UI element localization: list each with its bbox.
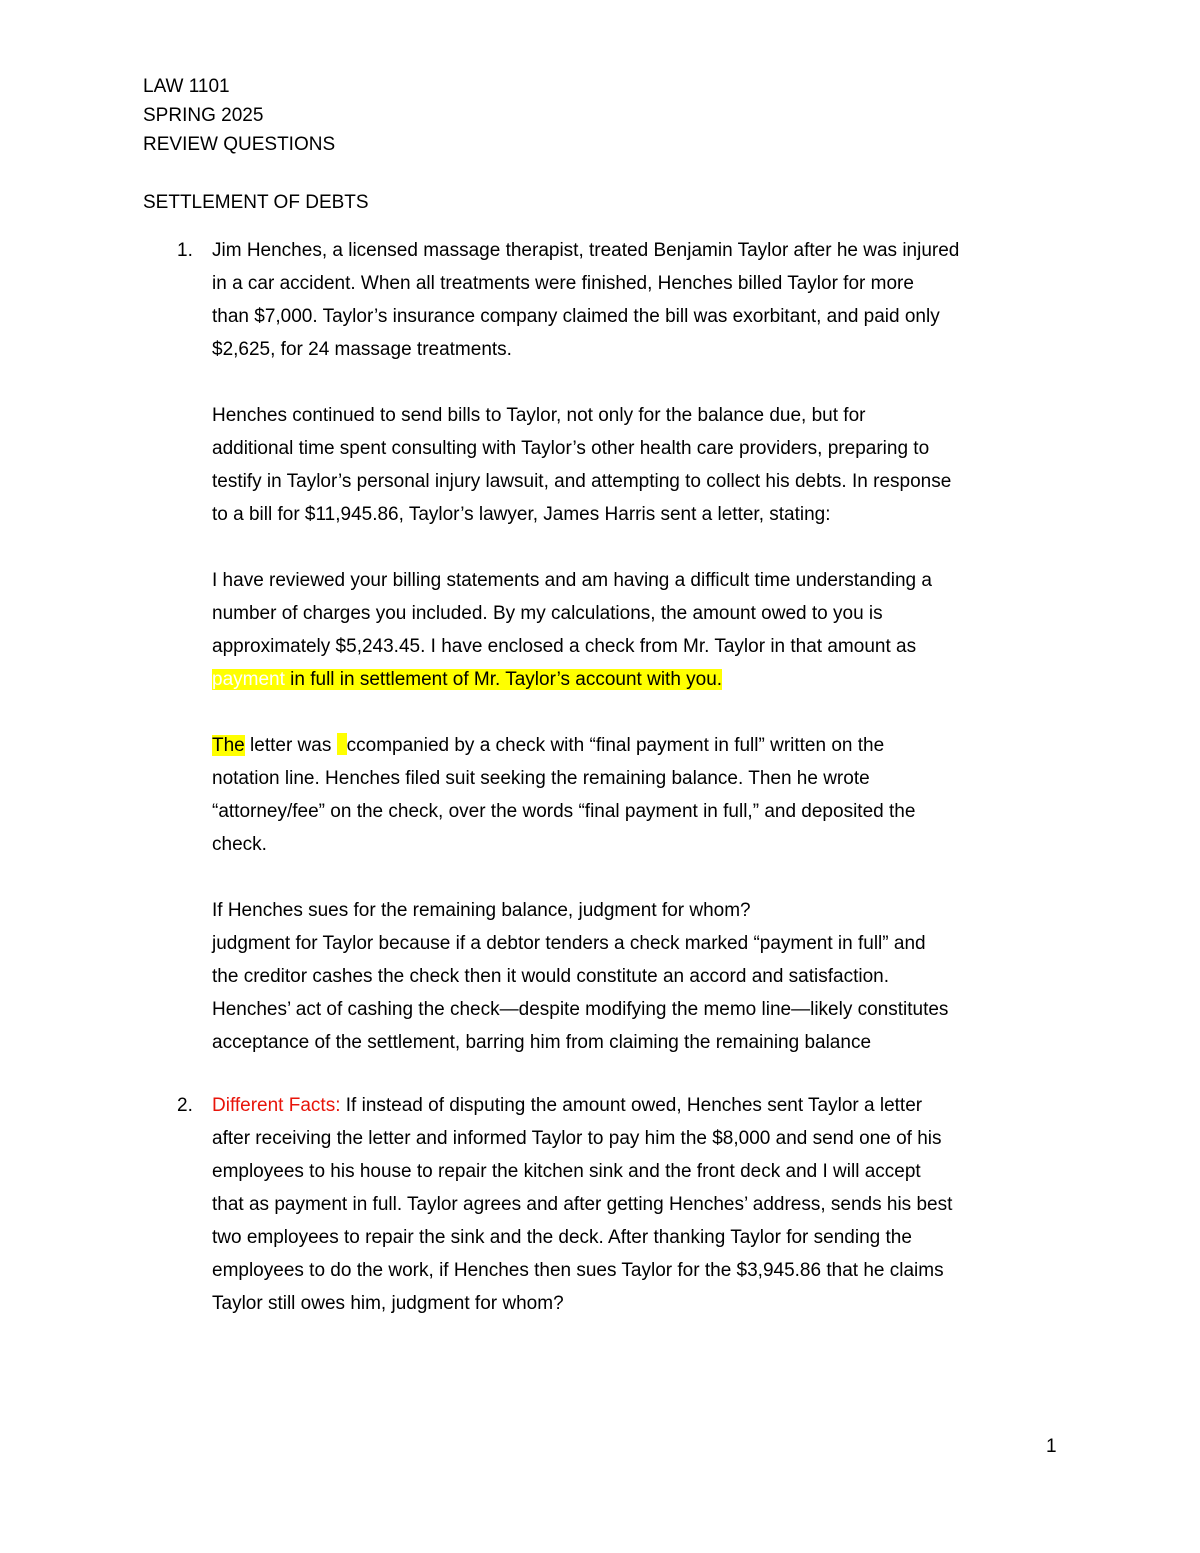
document-header: [143, 72, 335, 159]
section-title: SETTLEMENT OF DEBTS: [143, 192, 369, 213]
text-line: additional time spent consulting with Taylor’s other health care providers, preparing to: [212, 438, 930, 459]
text-line: “attorney/fee” on the check, over the words “final payment in full,” and deposited the: [212, 801, 916, 822]
text-fragment: If instead of disputing the amount owed, Henches sent Taylor a letter: [340, 1095, 923, 1116]
faint-highlighted-word: payment: [212, 669, 285, 690]
question-2-number: 2.: [177, 1095, 193, 1116]
facts-paragraph-2: [212, 399, 1072, 531]
facts-paragraph-4: [212, 729, 1072, 861]
text-line: testify in Taylor’s personal injury lawsuit, and attempting to collect his debts. In response: [212, 471, 952, 492]
different-facts-label: Different Facts:: [212, 1095, 341, 1116]
text-line: $2,625, for 24 massage treatments.: [212, 339, 512, 360]
text-fragment: letter was: [244, 735, 337, 756]
text-line: to a bill for $11,945.86, Taylor’s lawyer, James Harris sent a letter, stating:: [212, 504, 831, 525]
text-fragment: ccompanied by a check with “final payment in full” written on the: [346, 735, 885, 756]
text-line: approximately $5,243.45. I have enclosed a check from Mr. Taylor in that amount as: [212, 636, 917, 657]
question-1-body: [212, 234, 1072, 1059]
term: SPRING 2025: [143, 105, 264, 126]
highlighted-word: The: [212, 735, 245, 756]
text-line: employees to do the work, if Henches then sues Taylor for the $3,945.86 that he claims: [212, 1260, 944, 1281]
answer-line: Henches’ act of cashing the check—despite modifying the memo line—likely constitutes: [212, 999, 949, 1020]
quoted-letter: [212, 564, 1072, 696]
text-line: [212, 729, 1072, 762]
question-1-number: 1.: [177, 240, 193, 261]
text-line: in a car accident. When all treatments were finished, Henches billed Taylor for more: [212, 273, 914, 294]
highlight-mark: [337, 733, 347, 755]
text-line: Henches continued to send bills to Taylor, not only for the balance due, but for: [212, 405, 866, 426]
page-number: 1: [1046, 1436, 1057, 1457]
text-line: than $7,000. Taylor’s insurance company claimed the bill was exorbitant, and paid only: [212, 306, 940, 327]
question-2-paragraph: [212, 1089, 1072, 1320]
text-line: employees to his house to repair the kitchen sink and the front deck and I will accept: [212, 1161, 921, 1182]
course-code: LAW 1101: [143, 76, 230, 97]
answer-line: the creditor cashes the check then it would constitute an accord and satisfaction.: [212, 966, 889, 987]
text-line: [212, 1089, 1072, 1122]
text-line: Jim Henches, a licensed massage therapist, treated Benjamin Taylor after he was injured: [212, 240, 960, 261]
text-line: after receiving the letter and informed Taylor to pay him the $8,000 and send one of his: [212, 1128, 942, 1149]
text-line: number of charges you included. By my calculations, the amount owed to you is: [212, 603, 883, 624]
text-line: I have reviewed your billing statements and am having a difficult time understanding a: [212, 570, 932, 591]
document-type: REVIEW QUESTIONS: [143, 134, 336, 155]
text-line: notation line. Henches filed suit seeking the remaining balance. Then he wrote: [212, 768, 870, 789]
question-text: If Henches sues for the remaining balance, judgment for whom?: [212, 900, 751, 921]
question-2-body: [212, 1089, 1072, 1320]
highlighted-text: in full in settlement of Mr. Taylor’s account with you.: [284, 669, 723, 690]
question-and-answer: [212, 894, 1072, 1059]
text-line: Taylor still owes him, judgment for whom?: [212, 1293, 564, 1314]
answer-line: acceptance of the settlement, barring him from claiming the remaining balance: [212, 1032, 872, 1053]
text-line: two employees to repair the sink and the deck. After thanking Taylor for sending the: [212, 1227, 912, 1248]
text-line-highlighted: [212, 663, 1072, 696]
answer-line: judgment for Taylor because if a debtor tenders a check marked “payment in full” and: [212, 933, 926, 954]
text-line: check.: [212, 834, 267, 855]
text-line: that as payment in full. Taylor agrees and after getting Henches’ address, sends his best: [212, 1194, 953, 1215]
facts-paragraph-1: [212, 234, 1072, 366]
